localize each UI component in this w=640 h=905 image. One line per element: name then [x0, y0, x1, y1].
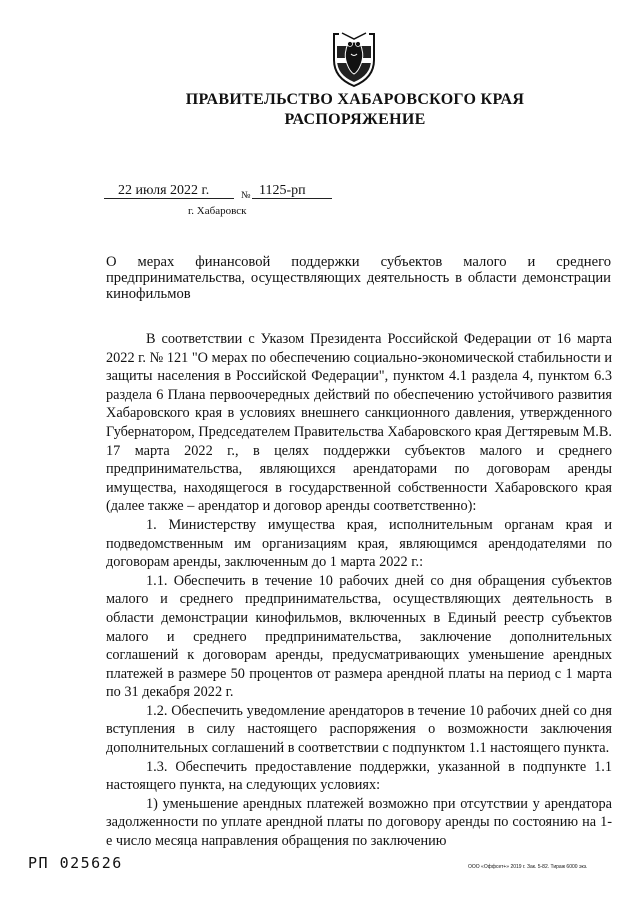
document-date: 22 июля 2022 г.	[118, 183, 210, 198]
number-sign: №	[241, 190, 251, 201]
document-type: РАСПОРЯЖЕНИЕ	[284, 111, 426, 128]
body-paragraph: 1.2. Обеспечить уведомление арендаторов в течение 10 рабочих дней со дня вступления в силу настоящего распоряжения о возможности заключения дополнительных соглашений в соответствии с подпунктом 1.1 настоящего пункта.	[106, 702, 612, 757]
body-paragraph: В соответствии с Указом Президента Российской Федерации от 16 марта 2022 г. № 121 "О мерах по обеспечению социально-экономической стабильности и защиты населения в Российской Федерации", пунктом 4.1 раздела 4, пунктом 6.3 раздела 6 Плана первоочередных действий по обеспечению устойчивого развития Хабаровского края в условиях внешнего санкционного давления, утвержденного Губернатором, Председателем Правительства Хабаровского края Дегтяревым М.В. 17 марта 2022 г., в целях поддержки субъектов малого и среднего предпринимательства, являющихся арендаторами по договорам аренды имущества, находящегося в государственной собственности Хабаровского края (далее также – арендатор и договор аренды соответственно):	[106, 331, 612, 515]
registration-number: РП 025626	[28, 854, 123, 872]
printing-imprint: ООО «Оффсет+» 2019 г. Зак. 5-82. Тираж 6000 экз.	[468, 864, 588, 870]
document-body	[106, 330, 612, 851]
date-underline	[104, 198, 234, 199]
body-paragraph: 1.1. Обеспечить в течение 10 рабочих дней со дня обращения субъектов малого и среднего предпринимательства, осуществляющих деятельность в области демонстрации кинофильмов, включенных в Единый реестр субъектов малого и среднего предпринимательства, заключение дополнительных соглашений к договорам аренды, предусматривающих уменьшение арендных платежей в размере 50 процентов от размера арендной платы на период с 1 марта по 31 декабря 2022 г.	[106, 572, 612, 701]
body-paragraph: 1) уменьшение арендных платежей возможно при отсутствии у арендатора задолженности по уплате арендной платы по договору аренды по состоянию на 1-е число месяца направления обращения по заключению	[106, 795, 612, 850]
document-title: О мерах финансовой поддержки субъектов малого и среднего предпринимательства, осуществляющих деятельность в области демонстрации кинофильмов	[106, 254, 611, 302]
document-number: 1125-рп	[259, 183, 306, 198]
organization-name: ПРАВИТЕЛЬСТВО ХАБАРОВСКОГО КРАЯ	[185, 91, 525, 108]
khabarovsk-coat-of-arms-icon	[330, 30, 378, 88]
body-paragraph: 1.3. Обеспечить предоставление поддержки, указанной в подпункте 1.1 настоящего пункта, на следующих условиях:	[106, 758, 612, 794]
document-city: г. Хабаровск	[188, 205, 247, 217]
body-paragraph: 1. Министерству имущества края, исполнительным органам края и подведомственным им организациям края, являющимся арендодателями по договорам аренды, заключенным до 1 марта 2022 г.:	[106, 516, 612, 571]
number-underline	[252, 198, 332, 199]
